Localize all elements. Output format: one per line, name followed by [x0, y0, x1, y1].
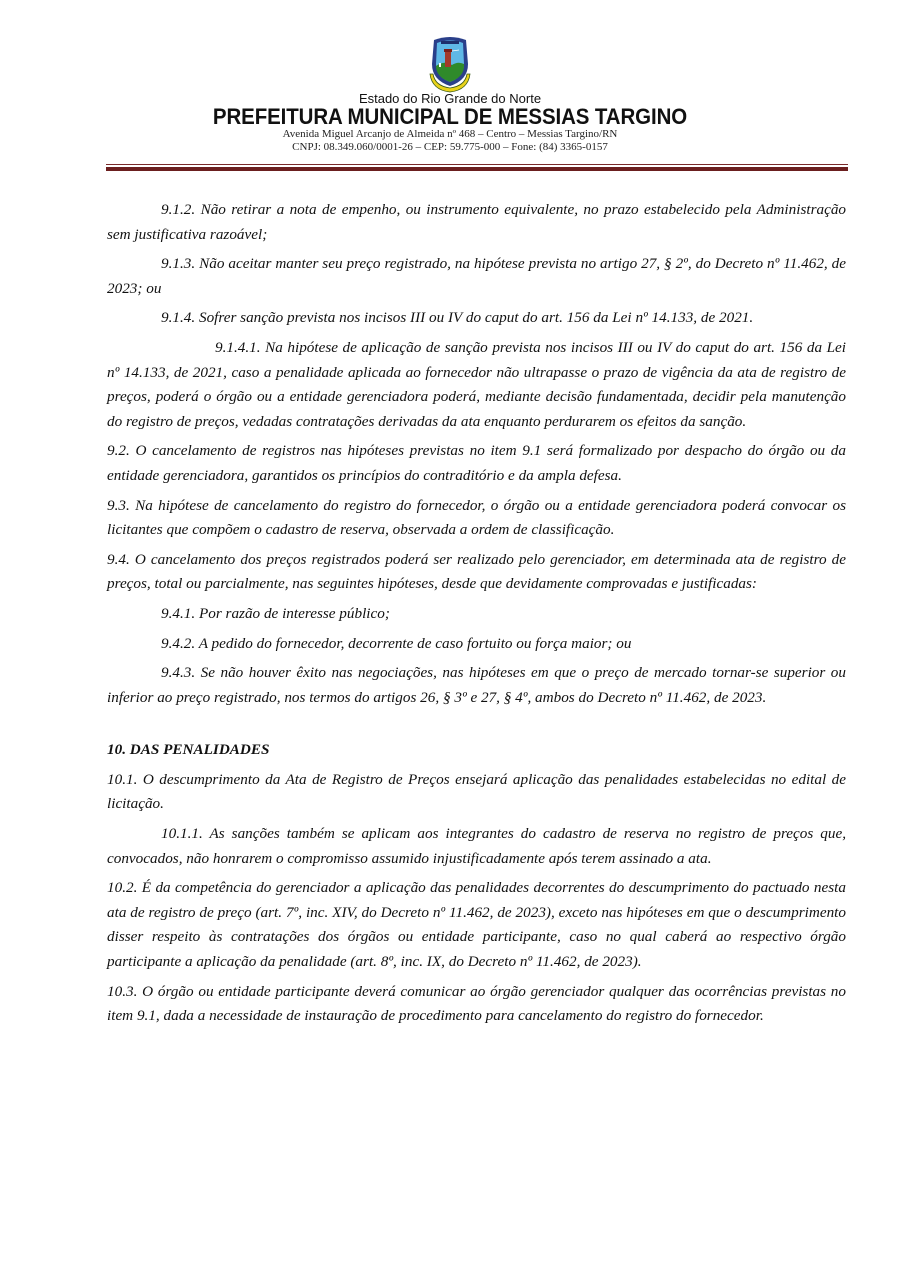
- section-heading-penalidades: 10. DAS PENALIDADES: [107, 741, 270, 759]
- municipality-title: PREFEITURA MUNICIPAL DE MESSIAS TARGINO: [212, 104, 688, 129]
- section-spacer: [107, 715, 846, 738]
- clause-10-1-1: 10.1.1. As sanções também se aplicam aos integrantes do cadastro de reserva no registro de preços que, convocados, não honrarem o compromisso assumido injustificadamente após terem assinado a ata.: [107, 825, 846, 867]
- letterhead: [0, 34, 900, 154]
- clause-10-2: 10.2. É da competência do gerenciador a aplicação das penalidades decorrentes do descumprimento do pactuado nesta ata de registro de preço (art. 7º, inc. XIV, do Decreto nº 11.462, de 2023), exceto nas hipóteses em que o descumprimento disser respeito às contratações dos órgãos ou entidade participante, caso no qual caberá ao respectivo órgão participante a aplicação da penalidade (art. 8º, inc. IX, do Decreto nº 11.462, de 2023).: [107, 879, 846, 971]
- clause-9-3: 9.3. Na hipótese de cancelamento do registro do fornecedor, o órgão ou a entidade gerenciadora poderá convocar os licitantes que compõem o cadastro de reserva, observada a ordem de classificação.: [107, 496, 846, 539]
- clause-9-1-2: 9.1.2. Não retirar a nota de empenho, ou instrumento equivalente, no prazo estabelecido pela Administração sem justificativa razoável;: [107, 201, 846, 243]
- clause-10-1: 10.1. O descumprimento da Ata de Registro de Preços ensejará aplicação das penalidades estabelecidas no edital de licitação.: [107, 770, 846, 813]
- clause-9-4: 9.4. O cancelamento dos preços registrados poderá ser realizado pelo gerenciador, em determinada ata de registro de preços, total ou parcialmente, nas seguintes hipóteses, desde que devidamente comprovadas e justificadas:: [107, 550, 846, 593]
- header-divider-thin: [106, 164, 848, 165]
- clause-9-1-4-1: 9.1.4.1. Na hipótese de aplicação de sanção prevista nos incisos III ou IV do caput do art. 156 da Lei nº 14.133, de 2021, caso a penalidade aplicada ao fornecedor não ultrapasse o prazo de vigência da ata de registro de preços, poderá o órgão ou a entidade gerenciadora poderá, mediante decisão fundamentada, decidir pela manutenção do registro de preços, vedadas contratações derivadas da ata enquanto perdurarem os efeitos da sanção.: [107, 338, 846, 430]
- clause-9-1-4: 9.1.4. Sofrer sanção prevista nos incisos III ou IV do caput do art. 156 da Lei nº 14.133, de 2021.: [161, 309, 754, 327]
- contact-line: CNPJ: 08.349.060/0001-26 – CEP: 59.775-000 – Fone: (84) 3365-0157: [292, 141, 608, 153]
- coat-of-arms-icon: [424, 34, 476, 96]
- clause-9-4-1: 9.4.1. Por razão de interesse público;: [161, 604, 390, 622]
- clause-9-2: 9.2. O cancelamento de registros nas hipóteses previstas no item 9.1 será formalizado por despacho do órgão ou da entidade gerenciadora, garantidos os princípios do contraditório e da ampla defesa.: [107, 442, 846, 484]
- clause-9-4-3: 9.4.3. Se não houver êxito nas negociações, nas hipóteses em que o preço de mercado tornar-se superior ou inferior ao preço registrado, nos termos do artigos 26, § 3º e 27, § 4º, ambos do Decreto nº 11.462, de 2023.: [107, 664, 846, 706]
- document-body: [107, 198, 846, 1034]
- clause-10-3: 10.3. O órgão ou entidade participante deverá comunicar ao órgão gerenciador qualquer das ocorrências previstas no item 9.1, dada a necessidade de instauração de procedimento para cancelamento do registro do fornecedor.: [107, 982, 846, 1025]
- clause-9-4-2: 9.4.2. A pedido do fornecedor, decorrente de caso fortuito ou força maior; ou: [161, 634, 632, 652]
- header-divider-thick: [106, 167, 848, 171]
- address-line: Avenida Miguel Arcanjo de Almeida nº 468 – Centro – Messias Targino/RN: [282, 128, 618, 140]
- state-name: Estado do Rio Grande do Norte: [358, 91, 542, 106]
- clause-9-1-3: 9.1.3. Não aceitar manter seu preço registrado, na hipótese prevista no artigo 27, § 2º, do Decreto nº 11.462, de 2023; ou: [107, 255, 846, 297]
